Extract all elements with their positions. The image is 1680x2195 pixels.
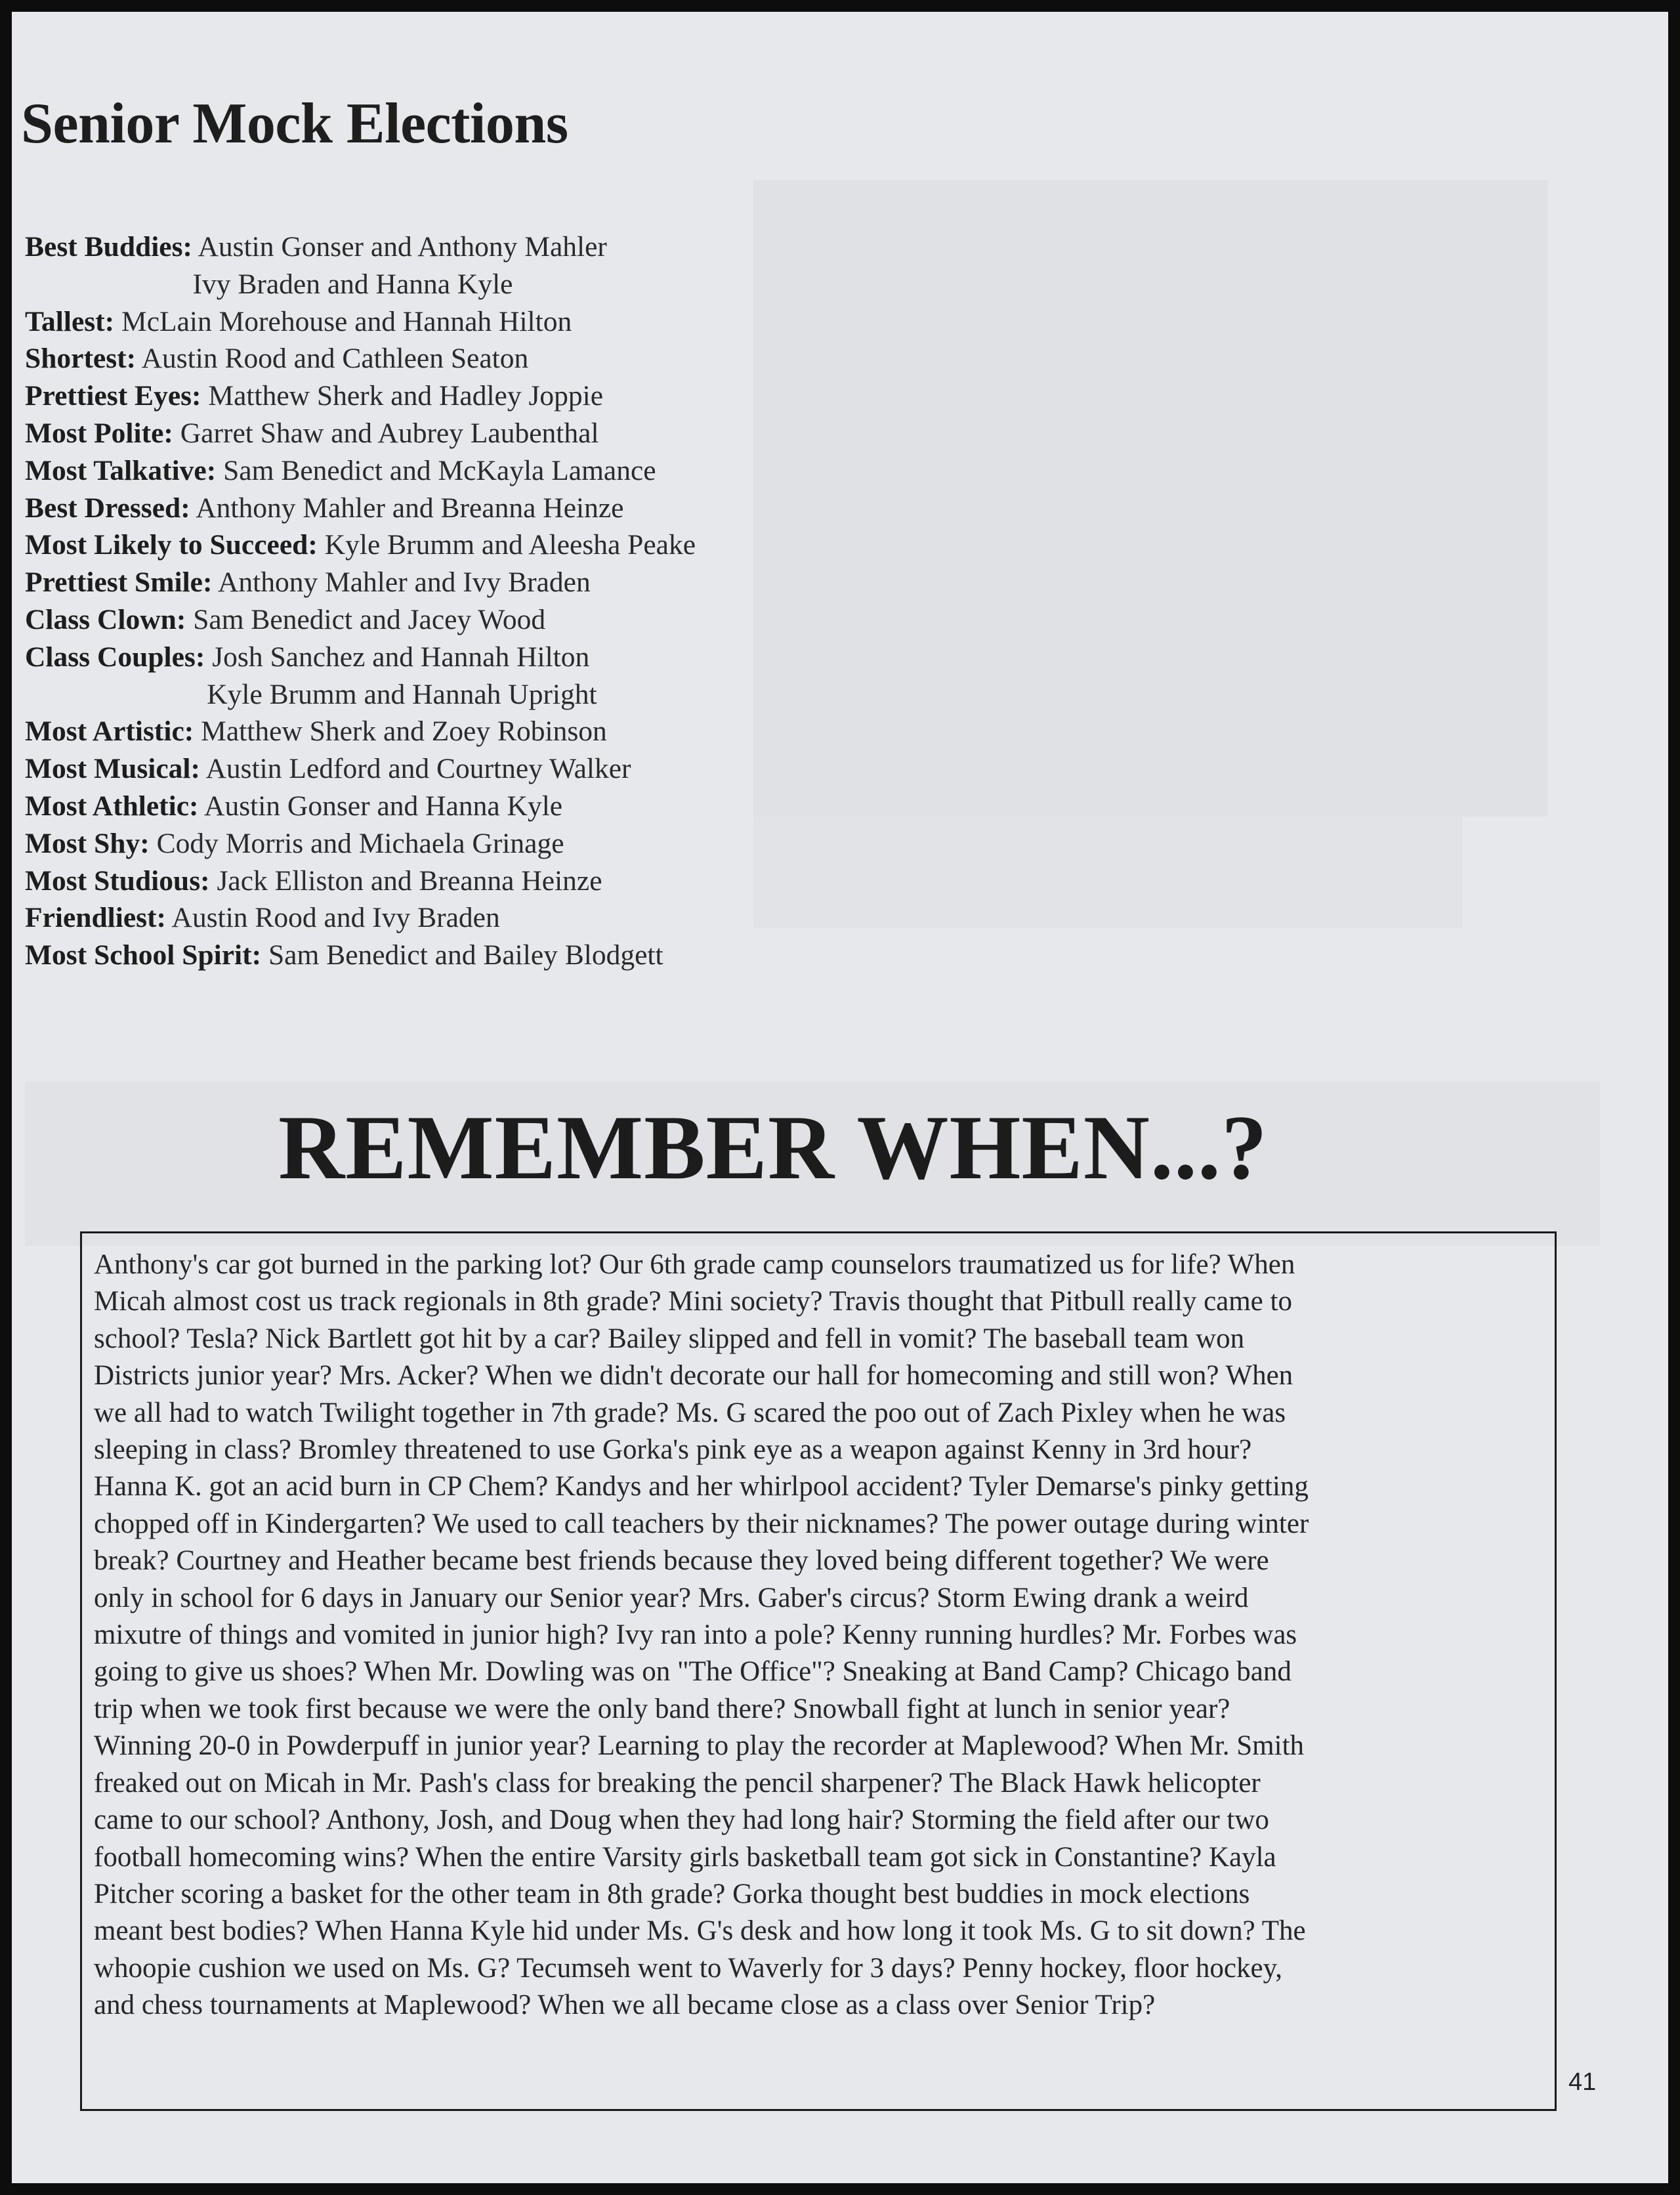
election-category: Most Likely to Succeed: <box>25 529 318 561</box>
remember-line: Hanna K. got an acid burn in CP Chem? Kandys and her whirlpool accident? Tyler Demarse's pinky getting <box>94 1471 1309 1502</box>
election-winners: Austin Gonser and Anthony Mahler <box>198 231 607 263</box>
election-category: Prettiest Smile: <box>25 566 213 599</box>
remember-line: freaked out on Micah in Mr. Pash's class for breaking the pencil sharpener? The Black Hawk helicopter <box>94 1767 1261 1799</box>
election-category: Most Studious: <box>25 864 210 897</box>
election-winners: Sam Benedict and McKayla Lamance <box>223 454 656 486</box>
remember-line: mixutre of things and vomited in junior high? Ivy ran into a pole? Kenny running hurdles? Mr. Forbes was <box>94 1619 1297 1651</box>
election-row <box>25 676 878 714</box>
remember-line: Micah almost cost us track regionals in 8th grade? Mini society? Travis thought that Pitbull really came to <box>94 1286 1292 1317</box>
remember-when-heading: REMEMBER WHEN...? <box>278 1097 1268 1199</box>
election-category: Most Polite: <box>25 417 173 449</box>
election-winners: Cody Morris and Michaela Grinage <box>156 827 564 859</box>
remember-line: came to our school? Anthony, Josh, and Doug when they had long hair? Storming the field after our two <box>94 1804 1269 1836</box>
election-row <box>25 303 878 341</box>
election-row <box>25 937 878 974</box>
remember-line: meant best bodies? When Hanna Kyle hid under Ms. G's desk and how long it took Ms. G to sit down? The <box>94 1915 1306 1947</box>
election-category: Shortest: <box>25 343 136 375</box>
remember-line: break? Courtney and Heather became best friends because they loved being different together? We were <box>94 1545 1269 1577</box>
remember-line: Pitcher scoring a basket for the other team in 8th grade? Gorka thought best buddies in mock elections <box>94 1878 1250 1909</box>
election-winners: Anthony Mahler and Breanna Heinze <box>196 492 624 524</box>
election-category: Prettiest Eyes: <box>25 380 201 412</box>
election-category: Most Musical: <box>25 753 200 785</box>
election-row <box>25 899 878 937</box>
remember-line: sleeping in class? Bromley threatened to use Gorka's pink eye as a weapon against Kenny in 3rd hour? <box>94 1434 1252 1466</box>
remember-when-box <box>80 1231 1557 2111</box>
election-row <box>25 750 878 788</box>
election-category: Most Athletic: <box>25 790 199 822</box>
remember-line: Anthony's car got burned in the parking lot? Our 6th grade camp counselors traumatized us for life? When <box>94 1249 1295 1280</box>
remember-line: and chess tournaments at Maplewood? When we all became close as a class over Senior Trip? <box>94 1990 1156 2021</box>
election-winners: Matthew Sherk and Hadley Joppie <box>208 380 604 412</box>
page-number: 41 <box>1568 2068 1597 2096</box>
election-row <box>25 228 878 266</box>
remember-line: going to give us shoes? When Mr. Dowling was on "The Office"? Sneaking at Band Camp? Chicago band <box>94 1656 1292 1688</box>
election-winners: Austin Rood and Ivy Braden <box>171 902 500 934</box>
election-row <box>25 713 878 750</box>
election-winners: Sam Benedict and Bailey Blodgett <box>268 939 663 971</box>
election-row <box>25 863 878 900</box>
remember-line: Winning 20-0 in Powderpuff in junior year? Learning to play the recorder at Maplewood? When Mr. Smith <box>94 1730 1305 1762</box>
mock-elections-list <box>25 228 878 974</box>
election-winners: Ivy Braden and Hanna Kyle <box>192 268 513 300</box>
page-title: Senior Mock Elections <box>21 92 568 156</box>
election-category: Most School Spirit: <box>25 939 262 971</box>
election-winners: Kyle Brumm and Hannah Upright <box>207 678 597 710</box>
remember-line: only in school for 6 days in January our Senior year? Mrs. Gaber's circus? Storm Ewing drank a weird <box>94 1582 1249 1613</box>
election-winners: McLain Morehouse and Hannah Hilton <box>121 305 572 337</box>
election-winners: Austin Rood and Cathleen Seaton <box>141 343 529 375</box>
remember-line: trip when we took first because we were the only band there? Snowball fight at lunch in senior year? <box>94 1693 1230 1724</box>
election-row <box>25 266 878 303</box>
election-row <box>25 490 878 527</box>
election-row <box>25 340 878 377</box>
election-category: Class Clown: <box>25 603 186 635</box>
remember-line: chopped off in Kindergarten? We used to call teachers by their nicknames? The power outage during winter <box>94 1508 1309 1539</box>
election-category: Class Couples: <box>25 641 205 673</box>
remember-line: whoopie cushion we used on Ms. G? Tecumseh went to Waverly for 3 days? Penny hockey, floor hockey, <box>94 1952 1283 1984</box>
remember-line: school? Tesla? Nick Bartlett got hit by a car? Bailey slipped and fell in vomit? The baseball team won <box>94 1323 1245 1354</box>
yearbook-page <box>12 12 1668 2183</box>
remember-line: football homecoming wins? When the entire Varsity girls basketball team got sick in Constantine? Kayla <box>94 1841 1276 1873</box>
election-winners: Sam Benedict and Jacey Wood <box>193 603 546 635</box>
election-row <box>25 788 878 825</box>
election-winners: Josh Sanchez and Hannah Hilton <box>212 641 590 673</box>
election-row <box>25 526 878 564</box>
election-row <box>25 564 878 601</box>
election-row <box>25 415 878 452</box>
remember-line: we all had to watch Twilight together in 7th grade? Ms. G scared the poo out of Zach Pixley when he was <box>94 1397 1286 1428</box>
election-category: Friendliest: <box>25 902 167 934</box>
election-winners: Garret Shaw and Aubrey Laubenthal <box>180 417 599 449</box>
election-winners: Matthew Sherk and Zoey Robinson <box>201 715 607 748</box>
election-row <box>25 377 878 415</box>
election-winners: Anthony Mahler and Ivy Braden <box>217 566 591 599</box>
election-category: Most Shy: <box>25 827 150 859</box>
election-winners: Austin Gonser and Hanna Kyle <box>204 790 563 822</box>
election-winners: Kyle Brumm and Aleesha Peake <box>324 529 696 561</box>
election-category: Best Buddies: <box>25 231 193 263</box>
remember-when-text <box>94 1247 1557 2024</box>
election-row <box>25 601 878 639</box>
election-winners: Austin Ledford and Courtney Walker <box>205 753 631 785</box>
remember-line: Districts junior year? Mrs. Acker? When we didn't decorate our hall for homecoming and still won? When <box>94 1360 1293 1392</box>
election-category: Best Dressed: <box>25 492 190 524</box>
election-category: Most Talkative: <box>25 454 217 486</box>
election-row <box>25 639 878 676</box>
election-winners: Jack Elliston and Breanna Heinze <box>217 864 602 897</box>
election-row <box>25 452 878 490</box>
election-row <box>25 825 878 863</box>
election-category: Most Artistic: <box>25 715 194 748</box>
election-category: Tallest: <box>25 305 115 337</box>
